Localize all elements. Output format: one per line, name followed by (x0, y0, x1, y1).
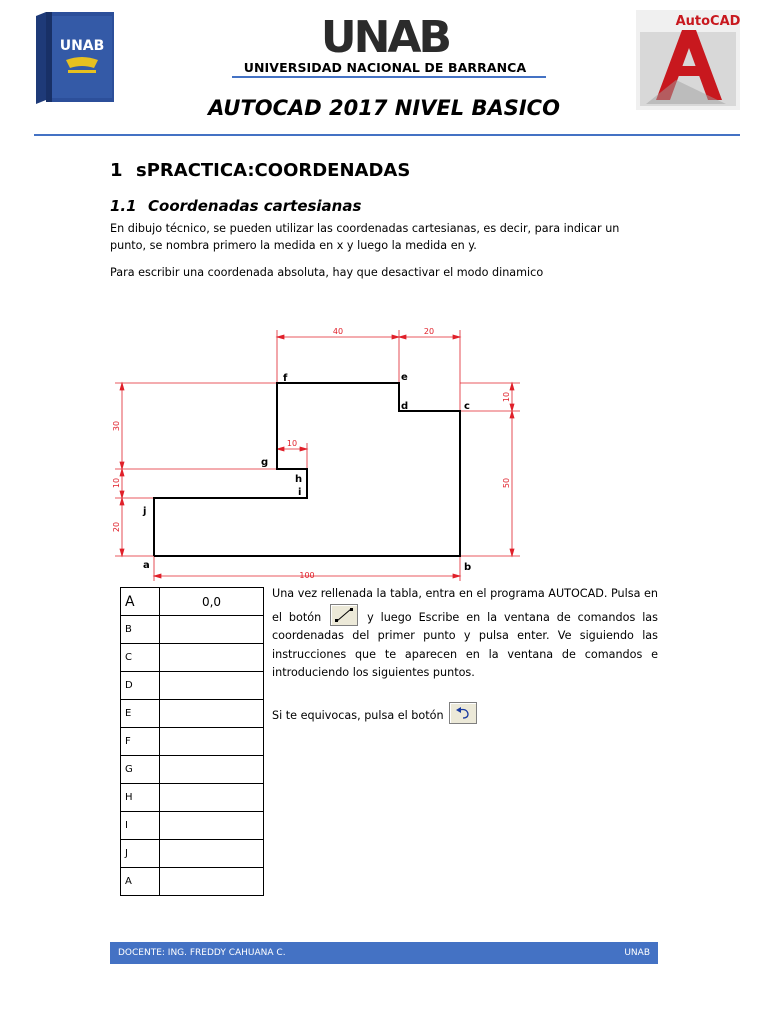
section-heading (110, 160, 410, 181)
table-row (121, 812, 264, 840)
university-underline (232, 76, 546, 78)
point-name-cell: H (121, 784, 160, 812)
table-row (121, 672, 264, 700)
intro-line-2: punto, se nombra primero la medida en x y luego la medida en y. (110, 239, 477, 252)
table-row (121, 588, 264, 616)
point-name-cell: J (121, 840, 160, 868)
instructions-part-2: y luego Escribe en la ventana de comandos las coordenadas del primer punto y pulsa enter. Ve siguiendo las instrucciones que te aparecen en la ventana de comandos e introduciendo los siguientes puntos. (272, 610, 658, 679)
point-name-cell: A (121, 868, 160, 896)
coordinate-cell[interactable] (160, 756, 264, 784)
document-title: AUTOCAD 2017 NIVEL BASICO (208, 96, 560, 120)
coordinate-cell[interactable] (160, 728, 264, 756)
dim-notch: 10 (286, 439, 298, 448)
header-rule (34, 134, 740, 136)
table-row (121, 644, 264, 672)
undo-icon (450, 703, 476, 723)
table-row (121, 840, 264, 868)
autocad-logo (636, 10, 740, 110)
point-b: b (464, 562, 472, 573)
profile-outline (154, 383, 460, 556)
dim-top-right: 20 (423, 327, 435, 336)
coordinate-cell[interactable] (160, 644, 264, 672)
dim-left-middle: 10 (112, 477, 121, 489)
point-f: f (283, 373, 288, 384)
coordinates-table (120, 587, 264, 896)
footer-bar (110, 942, 658, 964)
point-h: h (295, 474, 303, 485)
table-row (121, 700, 264, 728)
absolute-coordinate-note: Para escribir una coordenada absoluta, hay que desactivar el modo dinamico (110, 266, 544, 279)
point-j: j (143, 506, 147, 517)
line-tool-button[interactable] (330, 604, 358, 626)
autocad-label: AutoCAD (675, 14, 740, 29)
dim-bottom: 100 (299, 571, 315, 580)
instructions-paragraph (272, 585, 658, 683)
subsection-heading (110, 197, 361, 215)
table-row (121, 728, 264, 756)
subsection-number: 1.1 (110, 197, 137, 215)
coordinate-cell[interactable] (160, 868, 264, 896)
dimension-labels (112, 327, 511, 580)
point-name-cell: A (121, 588, 160, 616)
coordinate-cell[interactable] (160, 812, 264, 840)
point-name-cell: D (121, 672, 160, 700)
point-d: d (401, 401, 409, 412)
intro-line-1: En dibujo técnico, se pueden utilizar las coordenadas cartesianas, es decir, para indicar un (110, 222, 620, 235)
footer-institution: UNAB (624, 948, 650, 958)
point-g: g (261, 457, 269, 468)
coordinate-drawing (110, 325, 530, 587)
point-i: i (298, 487, 302, 498)
point-a: a (143, 560, 150, 571)
coordinate-cell[interactable] (160, 700, 264, 728)
book-label: UNAB (59, 38, 105, 54)
point-name-cell: B (121, 616, 160, 644)
undo-instruction (272, 702, 479, 724)
coordinate-cell[interactable] (160, 616, 264, 644)
section-number: 1 (110, 160, 123, 181)
unab-book-logo (32, 10, 116, 106)
point-c: c (464, 401, 470, 412)
footer-teacher: DOCENTE: ING. FREDDY CAHUANA C. (118, 948, 286, 958)
dim-left-upper: 30 (112, 420, 121, 432)
university-name: UNIVERSIDAD NACIONAL DE BARRANCA (243, 60, 527, 75)
section-title: sPRACTICA:COORDENADAS (136, 160, 411, 181)
table-row (121, 616, 264, 644)
dim-right-lower: 50 (502, 477, 511, 489)
undo-text: Si te equivocas, pulsa el botón (272, 709, 444, 722)
dim-right-upper: 10 (502, 391, 511, 403)
point-e: e (401, 372, 408, 383)
coordinate-cell[interactable] (160, 840, 264, 868)
table-row (121, 756, 264, 784)
subsection-title: Coordenadas cartesianas (148, 197, 362, 215)
intro-paragraph (110, 220, 650, 254)
point-name-cell: I (121, 812, 160, 840)
instructions-part-1: Una vez rellenada la tabla, entra en el programa AUTOCAD. Pulsa en el botón (272, 587, 658, 624)
unab-wordmark-text: UNAB (320, 16, 450, 56)
point-name-cell: G (121, 756, 160, 784)
coordinate-cell[interactable] (160, 784, 264, 812)
coordinate-cell[interactable] (160, 672, 264, 700)
dim-top-left: 40 (332, 327, 344, 336)
table-row (121, 868, 264, 896)
line-tool-icon (331, 605, 357, 625)
unab-wordmark (296, 16, 474, 56)
dim-left-lower: 20 (112, 521, 121, 533)
point-name-cell: C (121, 644, 160, 672)
undo-button[interactable] (449, 702, 477, 724)
table-row (121, 784, 264, 812)
point-name-cell: F (121, 728, 160, 756)
coordinate-cell[interactable]: 0,0 (160, 588, 264, 616)
point-name-cell: E (121, 700, 160, 728)
